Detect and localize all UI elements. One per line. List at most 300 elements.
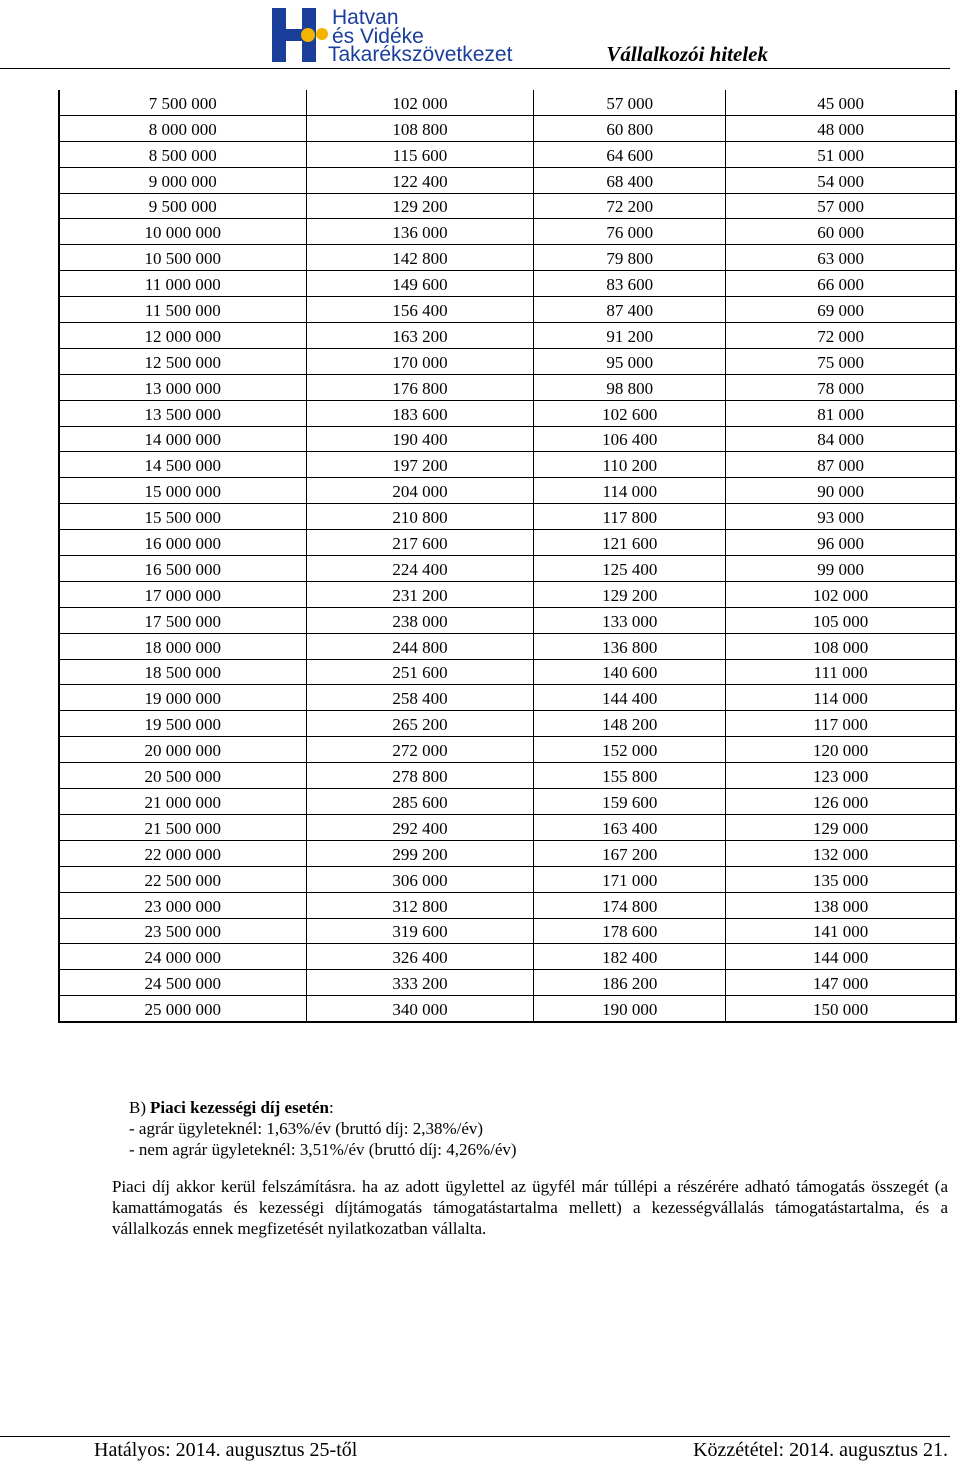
table-cell <box>59 219 306 245</box>
cell-value: 25 000 000 <box>144 1000 222 1020</box>
cell-value: 138 000 <box>813 896 869 916</box>
cell-value: 16 000 000 <box>144 534 222 554</box>
cell-value: 142 800 <box>392 249 448 269</box>
cell-value: 171 000 <box>602 870 658 890</box>
cell-value: 108 000 <box>813 637 869 657</box>
cell-value: 22 000 000 <box>144 844 222 864</box>
table-row <box>59 219 956 245</box>
table-cell <box>534 348 726 374</box>
table-cell <box>534 866 726 892</box>
cell-value: 102 000 <box>392 93 448 113</box>
cell-value: 81 000 <box>817 404 864 424</box>
table-cell <box>59 581 306 607</box>
cell-value: 91 200 <box>606 326 654 346</box>
table-cell <box>59 556 306 582</box>
table-row <box>59 685 956 711</box>
table-cell <box>306 400 534 426</box>
table-cell <box>726 400 956 426</box>
cell-value: 78 000 <box>817 378 864 398</box>
table-cell <box>59 711 306 737</box>
table-cell <box>59 193 306 219</box>
table-cell <box>59 167 306 193</box>
cell-value: 292 400 <box>392 818 448 838</box>
cell-value: 23 000 000 <box>144 896 222 916</box>
cell-value: 20 000 000 <box>144 741 222 761</box>
cell-value: 149 600 <box>392 275 448 295</box>
table-cell <box>306 996 534 1022</box>
cell-value: 265 200 <box>392 715 448 735</box>
cell-value: 224 400 <box>392 559 448 579</box>
table-cell <box>59 789 306 815</box>
table-cell <box>306 840 534 866</box>
table-cell <box>726 219 956 245</box>
cell-value: 15 000 000 <box>144 482 222 502</box>
table-cell <box>726 115 956 141</box>
cell-value: 251 600 <box>392 663 448 683</box>
cell-value: 108 800 <box>392 119 448 139</box>
cell-value: 182 400 <box>602 948 658 968</box>
cell-value: 64 600 <box>606 145 654 165</box>
table-cell <box>534 141 726 167</box>
cell-value: 69 000 <box>817 301 864 321</box>
table-cell <box>534 478 726 504</box>
table-cell <box>306 141 534 167</box>
cell-value: 272 000 <box>392 741 448 761</box>
table-cell <box>306 814 534 840</box>
cell-value: 45 000 <box>817 93 864 113</box>
cell-value: 9 000 000 <box>148 171 217 191</box>
cell-value: 14 500 000 <box>144 456 222 476</box>
table-row <box>59 866 956 892</box>
table-cell <box>59 918 306 944</box>
table-cell <box>726 659 956 685</box>
cell-value: 87 400 <box>606 301 654 321</box>
table-cell <box>59 141 306 167</box>
table-cell <box>726 763 956 789</box>
table-cell <box>726 452 956 478</box>
table-cell <box>59 814 306 840</box>
table-cell <box>534 763 726 789</box>
cell-value: 190 000 <box>602 1000 658 1020</box>
table-cell <box>534 892 726 918</box>
table-cell <box>59 400 306 426</box>
cell-value: 285 600 <box>392 792 448 812</box>
cell-value: 68 400 <box>606 171 654 191</box>
table-row <box>59 348 956 374</box>
table-cell <box>726 167 956 193</box>
logo-text-line3: Takarékszövetkezet <box>328 43 513 66</box>
table-cell <box>534 659 726 685</box>
cell-value: 167 200 <box>602 844 658 864</box>
table-row <box>59 711 956 737</box>
table-row <box>59 763 956 789</box>
table-cell <box>726 581 956 607</box>
cell-value: 18 000 000 <box>144 637 222 657</box>
table-cell <box>306 504 534 530</box>
cell-value: 129 200 <box>602 585 658 605</box>
table-cell <box>306 763 534 789</box>
section-b-colon: : <box>328 1098 334 1117</box>
cell-value: 122 400 <box>392 171 448 191</box>
logo-text-line1: Hatvan <box>332 6 399 29</box>
cell-value: 148 200 <box>602 715 658 735</box>
table-cell <box>726 970 956 996</box>
table-cell <box>534 297 726 323</box>
footer-divider <box>0 1436 950 1437</box>
table-cell <box>59 530 306 556</box>
table-cell <box>534 219 726 245</box>
fee-table-body <box>59 90 956 1022</box>
cell-value: 13 000 000 <box>144 378 222 398</box>
table-cell <box>534 193 726 219</box>
cell-value: 126 000 <box>813 792 869 812</box>
cell-value: 312 800 <box>392 896 448 916</box>
cell-value: 99 000 <box>817 559 864 579</box>
table-row <box>59 323 956 349</box>
table-cell <box>534 374 726 400</box>
table-cell <box>534 607 726 633</box>
table-cell <box>59 504 306 530</box>
cell-value: 98 800 <box>606 378 654 398</box>
cell-value: 14 000 000 <box>144 430 222 450</box>
cell-value: 12 000 000 <box>144 326 222 346</box>
table-cell <box>306 789 534 815</box>
page-header <box>0 0 960 70</box>
cell-value: 17 000 000 <box>144 585 222 605</box>
table-cell <box>59 866 306 892</box>
cell-value: 90 000 <box>817 482 864 502</box>
cell-value: 204 000 <box>392 482 448 502</box>
cell-value: 156 400 <box>392 301 448 321</box>
cell-value: 19 000 000 <box>144 689 222 709</box>
fee-table-container <box>58 90 958 1023</box>
table-cell <box>306 892 534 918</box>
table-cell <box>59 297 306 323</box>
table-cell <box>726 245 956 271</box>
cell-value: 306 000 <box>392 870 448 890</box>
table-cell <box>306 685 534 711</box>
table-cell <box>726 193 956 219</box>
table-cell <box>306 659 534 685</box>
table-cell <box>306 737 534 763</box>
logo-text-line2: és Vidéke <box>332 25 424 48</box>
cell-value: 150 000 <box>813 1000 869 1020</box>
table-cell <box>306 633 534 659</box>
table-cell <box>306 193 534 219</box>
cell-value: 12 500 000 <box>144 352 222 372</box>
table-cell <box>306 115 534 141</box>
table-cell <box>306 452 534 478</box>
table-cell <box>726 944 956 970</box>
cell-value: 83 600 <box>606 275 654 295</box>
cell-value: 57 000 <box>817 197 864 217</box>
cell-value: 136 800 <box>602 637 658 657</box>
table-row <box>59 271 956 297</box>
table-cell <box>306 90 534 115</box>
section-b <box>112 1097 948 1239</box>
cell-value: 144 400 <box>602 689 658 709</box>
table-cell <box>59 944 306 970</box>
header-divider <box>0 68 950 69</box>
cell-value: 54 000 <box>817 171 864 191</box>
cell-value: 117 000 <box>813 715 868 735</box>
table-cell <box>534 452 726 478</box>
cell-value: 110 200 <box>602 456 658 476</box>
cell-value: 183 600 <box>392 404 448 424</box>
cell-value: 87 000 <box>817 456 864 476</box>
table-cell <box>59 996 306 1022</box>
cell-value: 63 000 <box>817 249 864 269</box>
table-cell <box>306 219 534 245</box>
cell-value: 141 000 <box>813 922 869 942</box>
table-row <box>59 504 956 530</box>
table-row <box>59 400 956 426</box>
table-row <box>59 556 956 582</box>
cell-value: 60 000 <box>817 223 864 243</box>
table-cell <box>726 556 956 582</box>
cell-value: 13 500 000 <box>144 404 222 424</box>
cell-value: 121 600 <box>602 534 658 554</box>
table-row <box>59 115 956 141</box>
table-cell <box>306 866 534 892</box>
table-row <box>59 426 956 452</box>
cell-value: 79 800 <box>606 249 654 269</box>
cell-value: 20 500 000 <box>144 767 222 787</box>
table-cell <box>306 167 534 193</box>
table-cell <box>726 711 956 737</box>
cell-value: 95 000 <box>606 352 654 372</box>
table-cell <box>726 297 956 323</box>
table-cell <box>306 245 534 271</box>
cell-value: 117 800 <box>602 508 658 528</box>
table-cell <box>726 814 956 840</box>
cell-value: 333 200 <box>392 974 448 994</box>
section-b-label: B) <box>129 1098 146 1117</box>
table-cell <box>534 426 726 452</box>
table-cell <box>726 348 956 374</box>
table-cell <box>534 737 726 763</box>
table-cell <box>59 271 306 297</box>
bank-logo <box>270 2 540 66</box>
table-cell <box>726 478 956 504</box>
cell-value: 258 400 <box>392 689 448 709</box>
table-row <box>59 478 956 504</box>
non-agrar-fee-line: - nem agrár ügyleteknél: 3,51%/év (bruttó díj: 4,26%/év) <box>129 1140 517 1159</box>
table-row <box>59 659 956 685</box>
cell-value: 163 200 <box>392 326 448 346</box>
cell-value: 10 500 000 <box>144 249 222 269</box>
cell-value: 278 800 <box>392 767 448 787</box>
cell-value: 114 000 <box>813 689 868 709</box>
table-cell <box>59 478 306 504</box>
table-cell <box>59 323 306 349</box>
table-cell <box>306 556 534 582</box>
table-cell <box>306 374 534 400</box>
table-cell <box>726 789 956 815</box>
table-cell <box>306 297 534 323</box>
cell-value: 238 000 <box>392 611 448 631</box>
table-row <box>59 452 956 478</box>
table-row <box>59 996 956 1022</box>
table-cell <box>534 944 726 970</box>
table-cell <box>306 271 534 297</box>
cell-value: 22 500 000 <box>144 870 222 890</box>
cell-value: 176 800 <box>392 378 448 398</box>
cell-value: 60 800 <box>606 119 654 139</box>
cell-value: 197 200 <box>392 456 448 476</box>
cell-value: 186 200 <box>602 974 658 994</box>
table-row <box>59 970 956 996</box>
table-row <box>59 892 956 918</box>
table-row <box>59 789 956 815</box>
cell-value: 174 800 <box>602 896 658 916</box>
cell-value: 147 000 <box>813 974 869 994</box>
cell-value: 125 400 <box>602 559 658 579</box>
table-cell <box>59 90 306 115</box>
table-cell <box>534 323 726 349</box>
cell-value: 135 000 <box>813 870 869 890</box>
cell-value: 152 000 <box>602 741 658 761</box>
cell-value: 170 000 <box>392 352 448 372</box>
cell-value: 93 000 <box>817 508 864 528</box>
table-cell <box>306 530 534 556</box>
cell-value: 84 000 <box>817 430 864 450</box>
table-cell <box>726 866 956 892</box>
table-cell <box>306 607 534 633</box>
cell-value: 72 200 <box>606 197 654 217</box>
table-cell <box>59 245 306 271</box>
cell-value: 24 000 000 <box>144 948 222 968</box>
table-cell <box>534 115 726 141</box>
table-row <box>59 90 956 115</box>
cell-value: 57 000 <box>606 93 654 113</box>
cell-value: 326 400 <box>392 948 448 968</box>
cell-value: 15 500 000 <box>144 508 222 528</box>
cell-value: 76 000 <box>606 223 654 243</box>
cell-value: 159 600 <box>602 792 658 812</box>
table-cell <box>726 685 956 711</box>
table-cell <box>59 970 306 996</box>
table-cell <box>726 892 956 918</box>
page-title: Vállalkozói hitelek <box>606 42 768 66</box>
table-cell <box>59 633 306 659</box>
table-cell <box>534 970 726 996</box>
table-cell <box>306 944 534 970</box>
table-cell <box>59 763 306 789</box>
table-cell <box>306 426 534 452</box>
table-row <box>59 607 956 633</box>
table-row <box>59 944 956 970</box>
fee-table <box>58 90 957 1023</box>
section-b-title: Piaci kezességi díj esetén <box>150 1098 329 1117</box>
table-cell <box>534 633 726 659</box>
cell-value: 9 500 000 <box>148 197 217 217</box>
table-cell <box>534 685 726 711</box>
table-row <box>59 245 956 271</box>
table-row <box>59 840 956 866</box>
cell-value: 120 000 <box>813 741 869 761</box>
cell-value: 155 800 <box>602 767 658 787</box>
cell-value: 7 500 000 <box>148 93 217 113</box>
cell-value: 8 000 000 <box>148 119 217 139</box>
cell-value: 231 200 <box>392 585 448 605</box>
cell-value: 17 500 000 <box>144 611 222 631</box>
cell-value: 75 000 <box>817 352 864 372</box>
cell-value: 66 000 <box>817 275 864 295</box>
table-cell <box>534 245 726 271</box>
table-cell <box>306 918 534 944</box>
cell-value: 299 200 <box>392 844 448 864</box>
footer-publication-date: Közzététel: 2014. augusztus 21. <box>693 1439 948 1461</box>
table-row <box>59 737 956 763</box>
table-row <box>59 581 956 607</box>
cell-value: 48 000 <box>817 119 864 139</box>
table-cell <box>59 426 306 452</box>
table-cell <box>726 918 956 944</box>
cell-value: 111 000 <box>813 663 868 683</box>
cell-value: 96 000 <box>817 534 864 554</box>
table-cell <box>306 970 534 996</box>
table-row <box>59 167 956 193</box>
cell-value: 132 000 <box>813 844 869 864</box>
cell-value: 10 000 000 <box>144 223 222 243</box>
section-b-heading <box>129 1097 948 1118</box>
table-cell <box>534 918 726 944</box>
cell-value: 105 000 <box>813 611 869 631</box>
table-row <box>59 814 956 840</box>
table-cell <box>726 840 956 866</box>
cell-value: 140 600 <box>602 663 658 683</box>
cell-value: 340 000 <box>392 1000 448 1020</box>
agrar-fee-line: - agrár ügyleteknél: 1,63%/év (bruttó díj: 2,38%/év) <box>129 1119 484 1138</box>
cell-value: 115 600 <box>392 145 448 165</box>
cell-value: 11 500 000 <box>144 301 221 321</box>
cell-value: 133 000 <box>602 611 658 631</box>
table-cell <box>59 659 306 685</box>
table-row <box>59 374 956 400</box>
table-cell <box>534 400 726 426</box>
cell-value: 210 800 <box>392 508 448 528</box>
table-cell <box>534 814 726 840</box>
table-cell <box>726 426 956 452</box>
cell-value: 51 000 <box>817 145 864 165</box>
table-row <box>59 918 956 944</box>
table-cell <box>534 504 726 530</box>
cell-value: 190 400 <box>392 430 448 450</box>
cell-value: 123 000 <box>813 767 869 787</box>
table-cell <box>726 271 956 297</box>
table-cell <box>726 504 956 530</box>
table-cell <box>534 530 726 556</box>
bank-logo-mark-icon <box>270 2 332 66</box>
market-fee-paragraph: Piaci díj akkor kerül felszámításra. ha az adott ügylettel az ügyfél már túllépi a részérére adható támogatás összegét (a kamattámogatás és kezességi díjtámogatás támogatástartalma mellett) a kezességvállalás támogatástartalma, és a vállalkozás ennek megfizetését nyilatkozatban vállalta. <box>112 1177 948 1238</box>
cell-value: 136 000 <box>392 223 448 243</box>
table-cell <box>534 581 726 607</box>
cell-value: 8 500 000 <box>148 145 217 165</box>
table-cell <box>534 167 726 193</box>
cell-value: 72 000 <box>817 326 864 346</box>
table-cell <box>306 478 534 504</box>
cell-value: 18 500 000 <box>144 663 222 683</box>
table-cell <box>726 737 956 763</box>
cell-value: 11 000 000 <box>144 275 221 295</box>
table-cell <box>534 996 726 1022</box>
table-cell <box>306 348 534 374</box>
table-cell <box>534 840 726 866</box>
table-cell <box>59 348 306 374</box>
cell-value: 129 200 <box>392 197 448 217</box>
table-cell <box>59 685 306 711</box>
